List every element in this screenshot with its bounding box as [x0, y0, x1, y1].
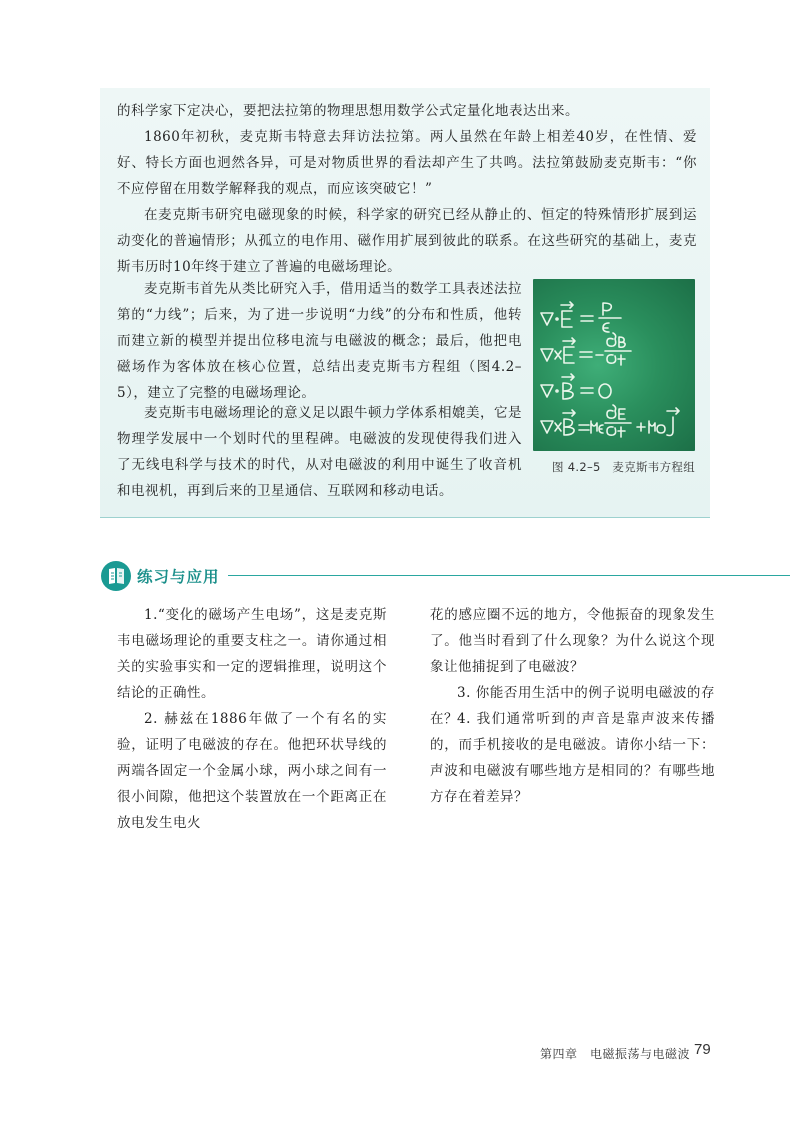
reading-box-divider	[100, 517, 710, 518]
figure-caption: 图 4.2–5 麦克斯韦方程组	[552, 460, 696, 474]
exercise-2-continued: 花的感应圈不远的地方，令他振奋的现象发生了。他当时看到了什么现象？为什么说这个现象让他捕捉到了电磁波？	[430, 607, 715, 675]
section-rule	[228, 575, 790, 576]
footer-chapter-title: 第四章 电磁振荡与电磁波	[540, 1047, 691, 1061]
exercise-3: 3. 你能否用生活中的例子说明电磁波的存在？	[430, 685, 715, 727]
exercise-1: 1.“变化的磁场产生电场”，这是麦克斯韦电磁场理论的重要支柱之一。请你通过相关的实验事实和一定的逻辑推理，说明这个结论的正确性。	[117, 607, 387, 701]
section-title: 练习与应用	[137, 568, 220, 586]
paragraph-2: 1860年初秋，麦克斯韦特意去拜访法拉第。两人虽然在年龄上相差40岁，在性情、爱好、特长方面也迥然各异，可是对物质世界的看法却产生了共鸣。法拉第鼓励麦克斯韦：“你不应停留在用数学解释我的观点，而应该突破它！”	[117, 129, 697, 197]
exercise-book-icon	[100, 560, 132, 592]
exercise-4: 4. 我们通常听到的声音是靠声波来传播的，而手机接收的是电磁波。请你小结一下：声波和电磁波有哪些地方是相同的？有哪些地方存在着差异？	[430, 711, 715, 805]
exercise-2: 2. 赫兹在1886年做了一个有名的实验，证明了电磁波的存在。他把环状导线的两端各固定一个金属小球，两小球之间有一很小间隙，他把这个装置放在一个距离正在放电发生电火	[117, 711, 387, 831]
paragraph-4: 麦克斯韦首先从类比研究入手，借用适当的数学工具表述法拉第的“力线”；后来，为了进一步说明“力线”的分布和性质，他转而建立新的模型并提出位移电流与电磁波的概念；最后，他把电磁场作为客体放在核心位置，总结出麦克斯韦方程组（图4.2–5），建立了完整的电磁场理论。	[117, 281, 522, 401]
paragraph-1: 的科学家下定决心，要把法拉第的物理思想用数学公式定量化地表达出来。	[117, 103, 579, 119]
paragraph-5: 麦克斯韦电磁场理论的意义足以跟牛顿力学体系相媲美，它是物理学发展中一个划时代的里程碑。电磁波的发现使得我们进入了无线电科学与技术的时代，从对电磁波的利用中诞生了收音机和电视机，再到后来的卫星通信、互联网和移动电话。	[117, 405, 522, 499]
maxwell-equations-chalkboard-image	[533, 279, 695, 451]
paragraph-3: 在麦克斯韦研究电磁现象的时候，科学家的研究已经从静止的、恒定的特殊情形扩展到运动变化的普遍情形；从孤立的电作用、磁作用扩展到彼此的联系。在这些研究的基础上，麦克斯韦历时10年终于建立了普遍的电磁场理论。	[117, 207, 697, 275]
page-number: 79	[694, 1041, 711, 1058]
